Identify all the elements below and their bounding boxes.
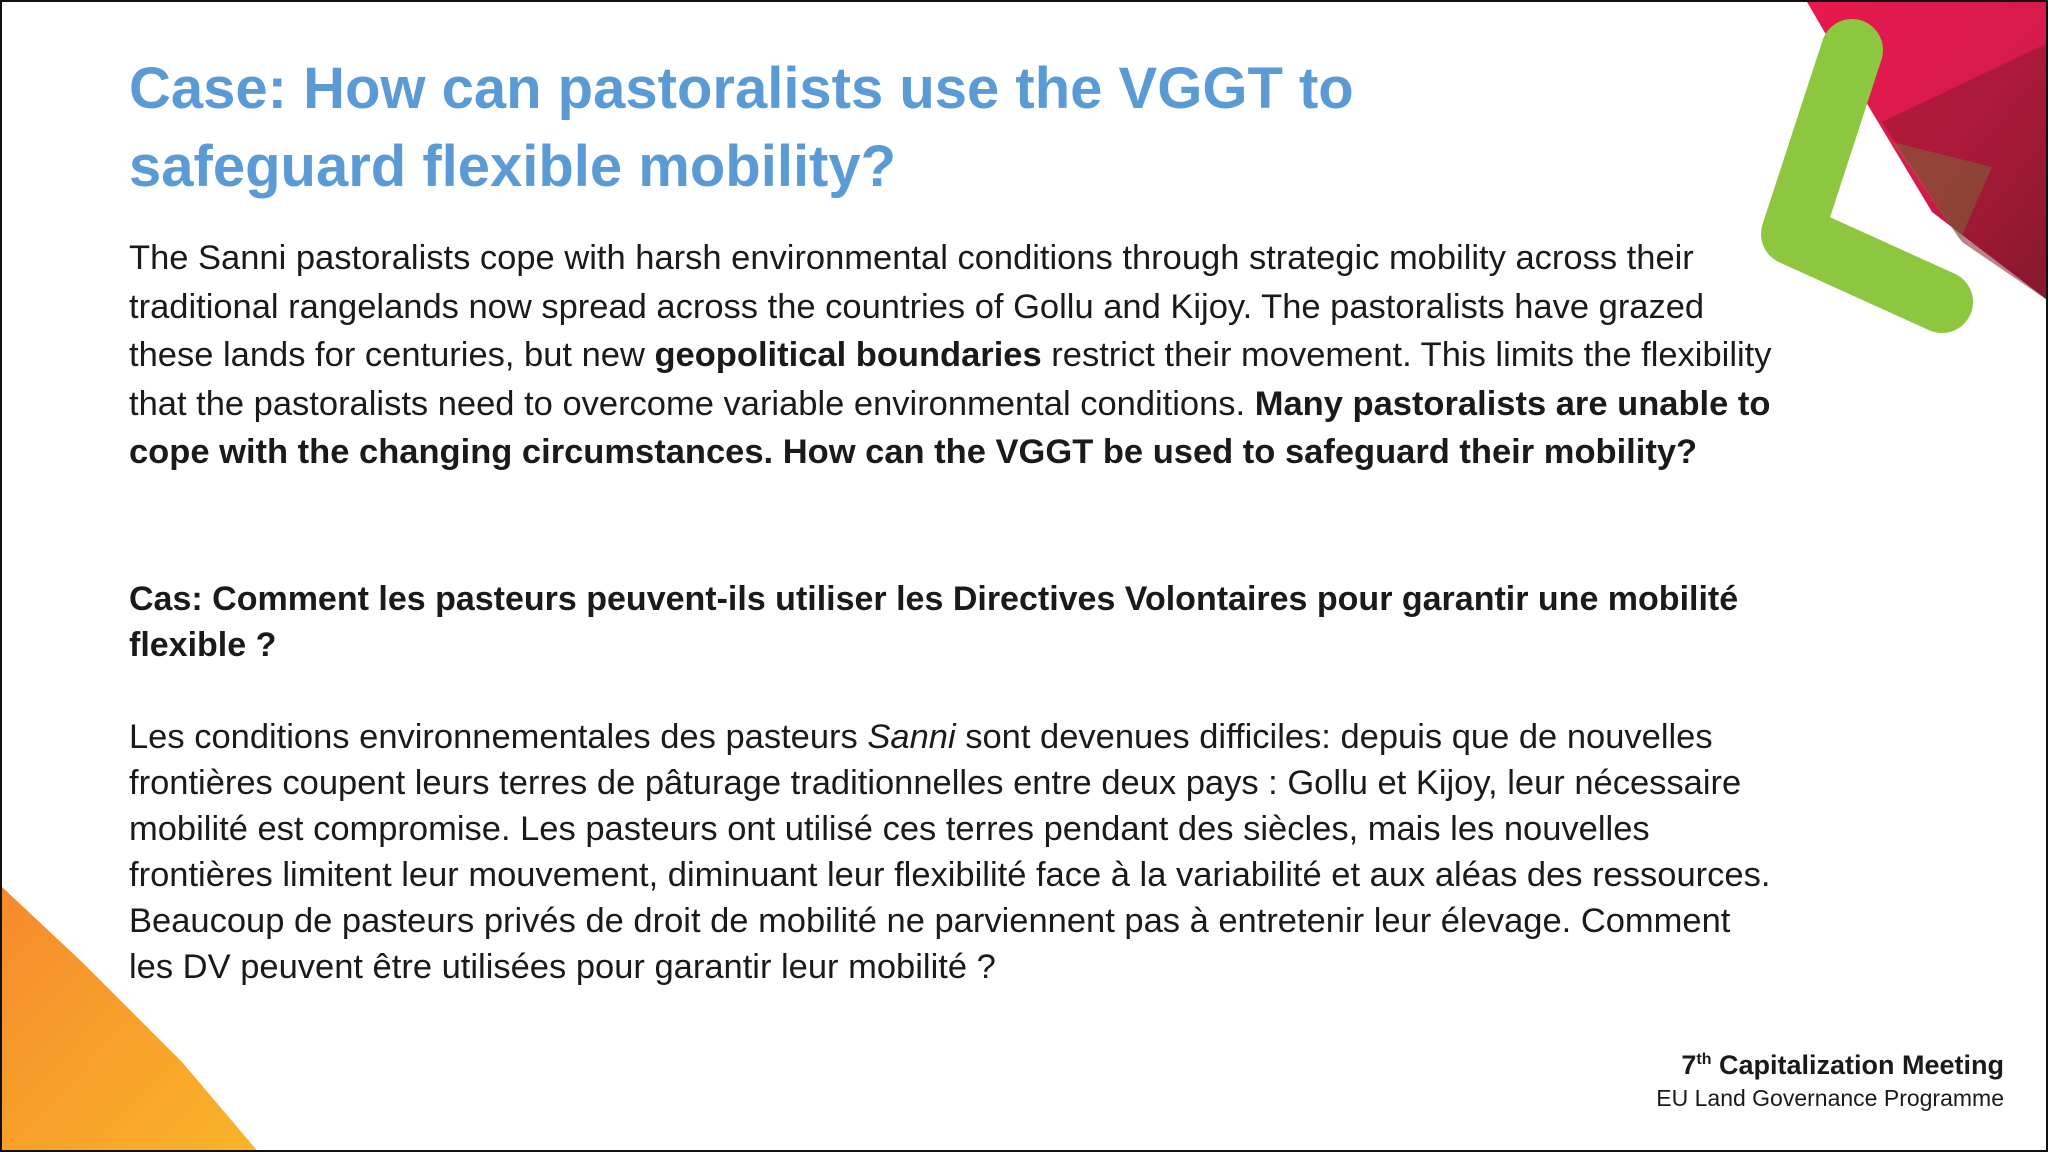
english-bold-2: Many pastoralists are unable to cope with the changing circumstances. How can the VGGT be used to safeguard their mobility? [129,384,1771,471]
french-italic-1: Sanni [867,718,956,756]
page-title: Case: How can pastoralists use the VGGT to safeguard flexible mobility? [129,56,1354,199]
french-paragraph [129,714,1779,990]
footer [1656,1048,2004,1114]
french-title: Cas: Comment les pasteurs peuvent-ils utiliser les Directives Volontaires pour garantir une mobilité flexible ? [129,580,1739,664]
english-text-1: The Sanni pastoralists cope with harsh environmental conditions through strategic mobility across their traditional rangelands now spread across the countries of Gollu and Kijoy. The pastoralists have grazed these lands for centuries, but new [129,239,1705,374]
meeting-label: Capitalization Meeting [1711,1050,2004,1080]
french-text-1: Les conditions environnementales des pasteurs [129,718,868,756]
french-text-2: sont devenues difficiles: depuis que de nouvelles frontières coupent leurs terres de pâturage traditionnelles entre deux pays : Gollu et Kijoy, leur nécessaire mobilité est compromise. Les pasteurs ont utilisé ces terres pendant des siècles, mais les nouvelles frontières limitent leur mouvement, diminuant leur flexibilité face à la variabilité et aux aléas des ressources. Beaucoup de pasteurs privés de droit de mobilité ne parviennent pas à entretenir leur élevage. Comment les DV peuvent être utilisées pour garantir leur mobilité ? [129,718,1771,986]
english-bold-1: geopolitical boundaries [654,336,1042,374]
programme-name: EU Land Governance Programme [1656,1085,2004,1111]
meeting-ordinal: th [1696,1051,1712,1068]
meeting-number: 7 [1681,1050,1697,1080]
english-text-2: restrict their movement. This limits the flexibility that the pastoralists need to overcome variable environmental conditions. [129,336,1772,423]
english-paragraph [129,234,1779,477]
meeting-name [1656,1048,2004,1082]
